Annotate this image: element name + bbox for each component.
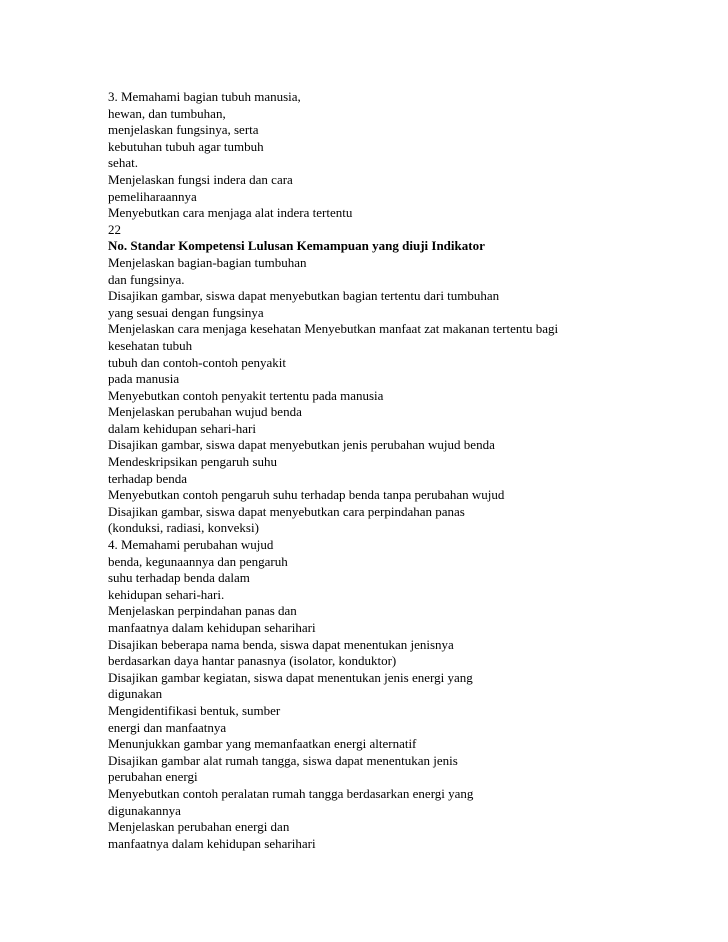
text-line: Menjelaskan fungsi indera dan cara: [108, 171, 293, 187]
text-line: energi dan manfaatnya: [108, 719, 227, 735]
text-line: Disajikan gambar alat rumah tangga, siswa dapat menentukan jenis: [108, 752, 458, 768]
text-line: pada manusia: [108, 371, 180, 387]
text-line: kehidupan sehari-hari.: [108, 586, 225, 602]
text-line: benda, kegunaannya dan pengaruh: [108, 553, 288, 569]
text-line: tubuh dan contoh-contoh penyakit: [108, 354, 286, 370]
text-line: Disajikan beberapa nama benda, siswa dapat menentukan jenisnya: [108, 636, 454, 652]
text-line: hewan, dan tumbuhan,: [108, 105, 226, 121]
text-line: Menjelaskan perubahan energi dan: [108, 819, 290, 835]
text-line: Menyebutkan contoh penyakit tertentu pada manusia: [108, 387, 384, 403]
text-line: Menyebutkan contoh pengaruh suhu terhadap benda tanpa perubahan wujud: [108, 487, 505, 503]
text-line: pemeliharaannya: [108, 188, 197, 204]
text-line: manfaatnya dalam kehidupan seharihari: [108, 620, 316, 635]
text-line: Menunjukkan gambar yang memanfaatkan energi alternatif: [108, 736, 417, 752]
text-line: digunakannya: [108, 802, 181, 818]
text-line: 4. Memahami perubahan wujud: [108, 537, 274, 553]
text-line: 3. Memahami bagian tubuh manusia,: [108, 89, 301, 104]
text-line: Disajikan gambar, siswa dapat menyebutkan bagian tertentu dari tumbuhan: [108, 288, 500, 304]
text-line: yang sesuai dengan fungsinya: [108, 304, 264, 320]
text-line: Menyebutkan cara menjaga alat indera tertentu: [108, 205, 353, 221]
text-line: suhu terhadap benda dalam: [108, 570, 250, 586]
text-line: manfaatnya dalam kehidupan seharihari: [108, 835, 316, 851]
text-line: (konduksi, radiasi, konveksi): [108, 520, 259, 536]
text-line: terhadap benda: [108, 470, 188, 486]
text-line: dan fungsinya.: [108, 271, 185, 287]
text-line: perubahan energi: [108, 769, 198, 785]
document-page: [108, 89, 708, 852]
text-line: 22: [108, 221, 121, 237]
text-line: Menjelaskan bagian-bagian tumbuhan: [108, 254, 307, 270]
text-line: menjelaskan fungsinya, serta: [108, 122, 259, 138]
text-line: Menjelaskan perubahan wujud benda: [108, 404, 302, 420]
text-line: Disajikan gambar, siswa dapat menyebutkan cara perpindahan panas: [108, 503, 465, 519]
text-line: berdasarkan daya hantar panasnya (isolator, konduktor): [108, 653, 397, 669]
text-line: kebutuhan tubuh agar tumbuh: [108, 138, 264, 154]
text-line: Menjelaskan perpindahan panas dan: [108, 603, 297, 619]
text-line: Disajikan gambar, siswa dapat menyebutkan jenis perubahan wujud benda: [108, 437, 495, 453]
text-line: Menyebutkan contoh peralatan rumah tangga berdasarkan energi yang: [108, 785, 474, 801]
text-line: Disajikan gambar kegiatan, siswa dapat menentukan jenis energi yang: [108, 669, 473, 685]
text-line: Mendeskripsikan pengaruh suhu: [108, 454, 277, 470]
text-line: dalam kehidupan sehari-hari: [108, 420, 256, 436]
table-header-line: No. Standar Kompetensi Lulusan Kemampuan yang diuji Indikator: [108, 238, 485, 254]
text-line: sehat.: [108, 155, 138, 171]
text-line: Mengidentifikasi bentuk, sumber: [108, 702, 281, 718]
text-line: Menjelaskan cara menjaga kesehatan Menyebutkan manfaat zat makanan tertentu bagi: [108, 321, 559, 337]
text-line: digunakan: [108, 686, 163, 702]
text-line: kesehatan tubuh: [108, 337, 193, 353]
